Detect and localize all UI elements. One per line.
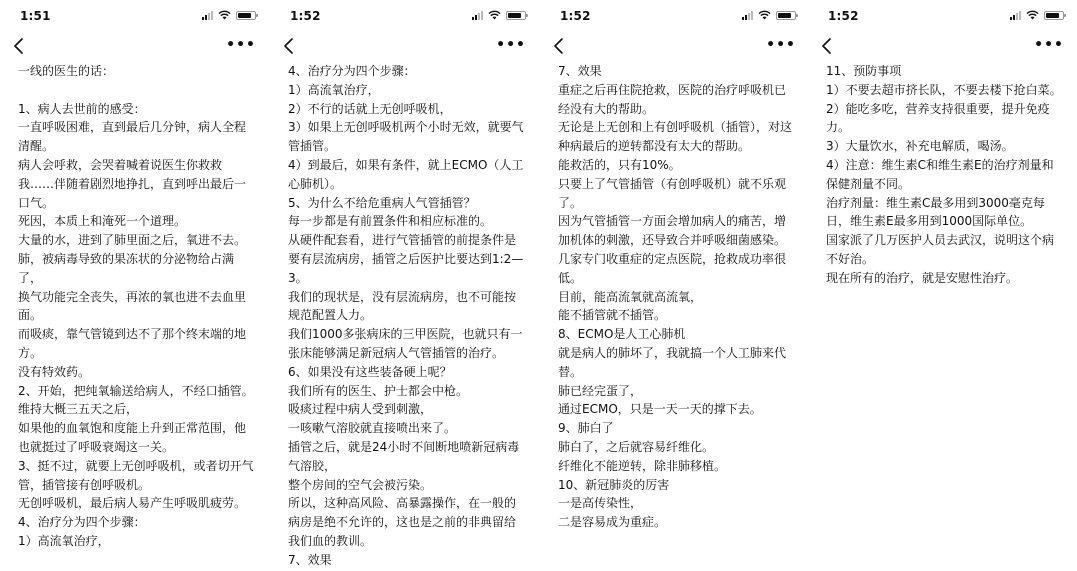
back-button[interactable] bbox=[550, 36, 570, 56]
text-line: 重症之后再住院抢救，医院的治疗呼吸机已经没有大的帮助。 bbox=[558, 82, 787, 116]
battery-icon bbox=[776, 11, 796, 20]
phone-screen-1 bbox=[0, 0, 268, 571]
article-content bbox=[18, 62, 256, 551]
status-time: 1:52 bbox=[560, 9, 591, 23]
article-content bbox=[826, 62, 1064, 288]
text-line: 几家专门收重症的定点医院，抢救成功率很低。 bbox=[558, 251, 787, 285]
text-line: 9、肺白了 bbox=[558, 421, 614, 436]
text-line: 5、为什么不给危重病人气管插管？ bbox=[288, 195, 476, 210]
text-line: 我们所有的医生、护士都会中枪。 bbox=[288, 383, 469, 398]
text-line: 8、ECMO是人工心肺机 bbox=[558, 327, 686, 342]
text-line: 肺白了，之后就容易纤维化。 bbox=[558, 439, 715, 454]
text-line: 只要上了气管插管（有创呼吸机）就不乐观了。 bbox=[558, 176, 787, 210]
status-bar bbox=[270, 0, 538, 32]
text-line: 整个房间的空气会被污染。 bbox=[288, 477, 433, 492]
nav-bar bbox=[270, 34, 538, 60]
text-line: 无论是上无创和上有创呼吸机（插管），对这种病最后的逆转都没有太大的帮助。 bbox=[558, 120, 793, 154]
text-line: 我们1000多张病床的三甲医院，也就只有一张床能够满足新冠病人气管插管的治疗。 bbox=[288, 327, 523, 360]
text-line: 2、开始，把纯氧输送给病人，不经口插管。 bbox=[18, 383, 254, 398]
text-line: 我们的现状是，没有层流病房，也不可能按规范配置人力。 bbox=[288, 289, 517, 323]
text-line: 3、挺不过，就要上无创呼吸机，或者切开气管，插管接有创呼吸机。 bbox=[18, 458, 254, 492]
text-line: 从硬件配套看，进行气管插管的前提条件是要有层流病房，插管之后医护比要达到1:2—3。 bbox=[288, 233, 524, 285]
battery-icon bbox=[506, 11, 526, 20]
status-time: 1:51 bbox=[20, 9, 51, 23]
text-line: 目前，能高流氧就高流氧， bbox=[558, 289, 703, 304]
text-line: 治疗剂量：维生素C最多用到3000毫克每日，维生素E最多用到1000国际单位。 bbox=[826, 195, 1045, 229]
text-line: 1）不要去超市挤长队，不要去楼下抢白菜。 bbox=[826, 82, 1062, 97]
text-line: 3）大量饮水，补充电解质，喝汤。 bbox=[826, 139, 1014, 154]
cellular-signal-icon bbox=[202, 11, 213, 20]
back-button[interactable] bbox=[818, 36, 838, 56]
more-button[interactable]: ••• bbox=[496, 37, 526, 53]
text-line: 因为气管插管一方面会增加病人的痛苦，增加机体的刺激，还导致合并呼吸细菌感染。 bbox=[558, 214, 787, 248]
text-line: 换气功能完全丧失，再浓的氧也进不去血里面。 bbox=[18, 289, 247, 323]
text-line: 肺已经完蛋了， bbox=[558, 383, 643, 398]
text-line: 每一步都是有前置条件和相应标准的。 bbox=[288, 214, 493, 229]
text-line: 3）如果上无创呼吸机两个小时无效，就要气管插管。 bbox=[288, 120, 524, 154]
back-button[interactable] bbox=[10, 36, 30, 56]
text-line: 1、病人去世前的感受： bbox=[18, 101, 146, 116]
text-line: 4）到最后，如果有条件，就上ECMO（人工心肺机）。 bbox=[288, 157, 524, 191]
text-line: 能救活的，只有10%。 bbox=[558, 157, 681, 172]
battery-icon bbox=[1044, 11, 1064, 20]
text-line: 10、新冠肺炎的厉害 bbox=[558, 477, 670, 492]
phone-screen-4 bbox=[808, 0, 1076, 571]
text-line: 大量的水，进到了肺里面之后，氧进不去。肺，被病毒导致的果冻状的分泌物给占满了， bbox=[18, 233, 247, 285]
text-line: 7、效果 bbox=[288, 552, 332, 567]
nav-bar bbox=[808, 34, 1076, 60]
text-line: 插管之后，就是24小时不间断地喷新冠病毒气溶胶， bbox=[288, 439, 520, 473]
text-line: 维持大概三五天之后， bbox=[18, 402, 139, 417]
wifi-icon bbox=[758, 10, 771, 20]
nav-bar bbox=[0, 34, 268, 60]
cellular-signal-icon bbox=[1010, 11, 1021, 20]
text-line: 一是高传染性， bbox=[558, 496, 643, 511]
text-line: 4、治疗分为四个步骤： bbox=[288, 64, 416, 78]
status-bar bbox=[0, 0, 268, 32]
status-icons bbox=[202, 10, 256, 20]
article-content bbox=[288, 62, 526, 570]
text-line: 无创呼吸机，最后病人易产生呼吸肌疲劳。 bbox=[18, 496, 247, 511]
text-line: 2）不行的话就上无创呼吸机， bbox=[288, 101, 452, 116]
text-line: 7、效果 bbox=[558, 64, 602, 78]
phone-screen-3 bbox=[540, 0, 808, 571]
text-line: 吸痰过程中病人受到刺激， bbox=[288, 402, 433, 417]
text-line: 11、预防事项 bbox=[826, 64, 902, 78]
wifi-icon bbox=[488, 10, 501, 20]
text-line: 一线的医生的话： bbox=[18, 64, 115, 78]
text-line: 1）高流氧治疗， bbox=[288, 82, 380, 97]
text-line: 死因，本质上和淹死一个道理。 bbox=[18, 214, 187, 229]
back-button[interactable] bbox=[280, 36, 300, 56]
status-time: 1:52 bbox=[290, 9, 321, 23]
text-line: 4）注意：维生素C和维生素E的治疗剂量和保健剂量不同。 bbox=[826, 157, 1054, 191]
status-bar bbox=[808, 0, 1076, 32]
text-line: 所以，这种高风险、高暴露操作，在一般的病房是绝不允许的，这也是之前的非典留给我们血的教训。 bbox=[288, 496, 517, 548]
text-line: 就是病人的肺坏了，我就搞一个人工肺来代替。 bbox=[558, 345, 787, 379]
text-line: 病人会呼救，会哭着喊着说医生你救救我……伴随着剧烈地挣扎，直到呼出最后一口气。 bbox=[18, 157, 247, 210]
text-line: 国家派了几万医护人员去武汉，说明这个病不好治。 bbox=[826, 233, 1055, 266]
nav-bar bbox=[540, 34, 808, 60]
text-line: 纤维化不能逆转，除非肺移植。 bbox=[558, 458, 727, 473]
text-line: 如果他的血氧饱和度能上升到正常范围，他也就挺过了呼吸衰竭这一关。 bbox=[18, 421, 247, 454]
text-line: 而吸痰，靠气管镜到达不了那个终末端的地方。 bbox=[18, 327, 247, 360]
text-line: 2）能吃多吃，营养支持很重要，提升免疫力。 bbox=[826, 101, 1050, 135]
article-content bbox=[558, 62, 796, 532]
more-button[interactable]: ••• bbox=[1034, 37, 1064, 53]
text-line: 二是容易成为重症。 bbox=[558, 515, 667, 530]
text-line: 4、治疗分为四个步骤： bbox=[18, 515, 146, 530]
phone-screen-2 bbox=[270, 0, 538, 571]
battery-icon bbox=[236, 11, 256, 20]
status-icons bbox=[1010, 10, 1064, 20]
text-line: 6、如果没有这些装备硬上呢？ bbox=[288, 364, 452, 379]
text-line: 通过ECMO，只是一天一天的撑下去。 bbox=[558, 402, 762, 417]
wifi-icon bbox=[1026, 10, 1039, 20]
text-line: 一直呼吸困难，直到最后几分钟，病人全程清醒。 bbox=[18, 120, 247, 154]
more-button[interactable]: ••• bbox=[226, 37, 256, 53]
more-button[interactable]: ••• bbox=[766, 37, 796, 53]
cellular-signal-icon bbox=[742, 11, 753, 20]
status-icons bbox=[742, 10, 796, 20]
status-time: 1:52 bbox=[828, 9, 859, 23]
text-line: 现在所有的治疗，就是安慰性治疗。 bbox=[826, 270, 1019, 285]
text-line: 没有特效药。 bbox=[18, 364, 91, 379]
wifi-icon bbox=[218, 10, 231, 20]
status-bar bbox=[540, 0, 808, 32]
text-line: 一咳嗽气溶胶就直接喷出来了。 bbox=[288, 421, 457, 436]
text-line: 能不插管就不插管。 bbox=[558, 308, 667, 323]
cellular-signal-icon bbox=[472, 11, 483, 20]
status-icons bbox=[472, 10, 526, 20]
text-line: 1）高流氧治疗， bbox=[18, 533, 110, 548]
